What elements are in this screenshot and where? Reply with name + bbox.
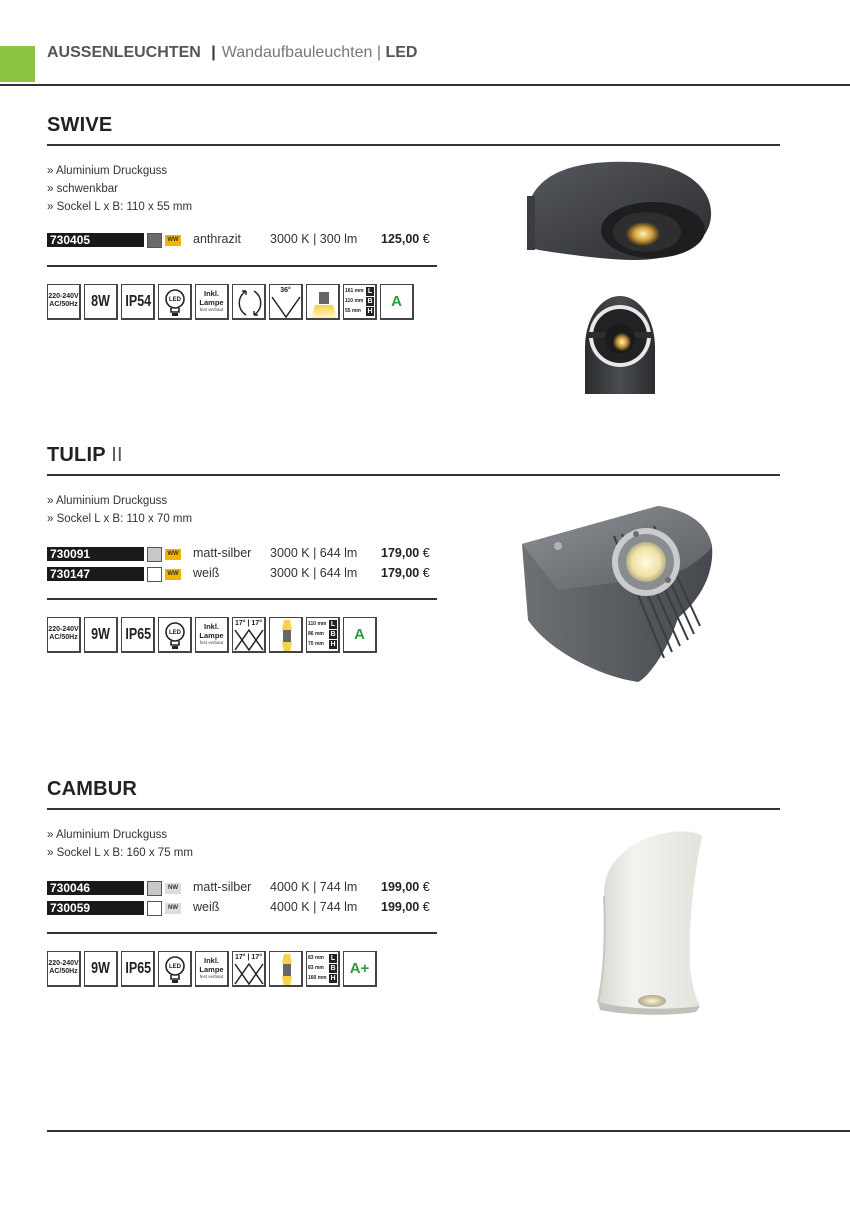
lamp-included-icon	[195, 284, 229, 320]
lamp-title: Inkl. Lampe	[199, 622, 224, 640]
price	[381, 566, 430, 580]
sku-label: 730147	[47, 567, 144, 581]
footer-rule	[47, 1130, 850, 1132]
ip-rating-text: IP65	[125, 960, 152, 977]
variant-row	[47, 900, 447, 916]
energy-class-text: A+	[349, 960, 370, 977]
dim-label: B	[330, 631, 336, 638]
dim-label: H	[330, 975, 336, 982]
feature-list	[47, 826, 193, 862]
energy-class-icon	[343, 951, 377, 987]
feature-item: » Aluminium Druckguss	[47, 165, 168, 177]
color-name: weiß	[193, 900, 220, 914]
ip-rating-text: IP65	[125, 626, 152, 643]
product-title	[47, 444, 123, 467]
price-value: 199,00	[381, 880, 420, 894]
header-category: AUSSENLEUCHTEN	[47, 44, 201, 61]
swive-side-image	[525, 158, 715, 268]
energy-class-text: A	[391, 293, 402, 310]
color-swatch	[147, 901, 162, 916]
dim-label: L	[367, 288, 373, 295]
light-direction-icon	[306, 284, 340, 320]
dim-value: 83 mm	[308, 965, 324, 971]
lamp-sub: fest verbaut	[199, 640, 224, 645]
light-color-tag: NW	[165, 883, 181, 894]
feature-item: » Sockel L x B: 160 x 75 mm	[47, 847, 193, 859]
beam-angle-text: 17° | 17°	[234, 620, 263, 627]
price	[381, 232, 430, 246]
energy-class-text: A	[354, 626, 365, 643]
dim-value: 161 mm	[345, 288, 364, 294]
product-title	[47, 114, 112, 137]
currency: €	[422, 546, 430, 560]
dimensions-icon	[343, 284, 377, 320]
voltage-icon	[47, 284, 81, 320]
page-header	[47, 44, 417, 62]
variants-rule	[47, 265, 437, 267]
title-rule	[47, 474, 780, 476]
dim-value: 83 mm	[308, 955, 324, 961]
voltage-text: 220-240V AC/50Hz	[48, 626, 79, 641]
sku-label: 730059	[47, 901, 144, 915]
color-swatch	[147, 881, 162, 896]
wattage-text: 9W	[91, 960, 110, 977]
dimensions-icon	[306, 951, 340, 987]
ip-rating-icon	[121, 617, 155, 653]
cambur-image	[590, 826, 710, 1016]
feature-item: » Sockel L x B: 110 x 70 mm	[47, 513, 193, 525]
dim-value: 70 mm	[308, 641, 324, 647]
feature-list	[47, 492, 192, 528]
color-swatch	[147, 547, 162, 562]
feature-list	[47, 162, 192, 216]
currency: €	[422, 900, 430, 914]
beam-angle-text: 36°	[280, 287, 291, 294]
price-value: 179,00	[381, 566, 420, 580]
color-name: weiß	[193, 566, 220, 580]
header-rule	[0, 84, 850, 86]
currency: €	[422, 232, 430, 246]
dimensions-icon	[306, 617, 340, 653]
title-rule	[47, 808, 780, 810]
light-spec: 3000 K | 644 lm	[270, 546, 358, 560]
light-color-tag: NW	[165, 903, 181, 914]
color-swatch	[147, 233, 162, 248]
dim-value: 160 mm	[308, 975, 327, 981]
light-spec: 3000 K | 644 lm	[270, 566, 358, 580]
sku-label: 730405	[47, 233, 144, 247]
led-text: LED	[169, 297, 181, 303]
voltage-icon	[47, 617, 81, 653]
wattage-text: 8W	[91, 293, 110, 310]
variant-row	[47, 232, 447, 248]
dim-value: 110 mm	[345, 298, 364, 304]
swivel-icon	[232, 284, 266, 320]
variants-rule	[47, 932, 437, 934]
led-text: LED	[169, 630, 181, 636]
variants-rule	[47, 598, 437, 600]
variant-row	[47, 880, 447, 896]
dim-value: 110 mm	[308, 621, 327, 627]
lamp-sub: fest verbaut	[199, 307, 224, 312]
feature-item: » schwenkbar	[47, 183, 118, 195]
sku-label: 730046	[47, 881, 144, 895]
light-spec: 4000 K | 744 lm	[270, 900, 358, 914]
led-text: LED	[169, 964, 181, 970]
up-down-light-icon	[269, 617, 303, 653]
swive-front-image	[575, 292, 665, 398]
led-bulb-icon	[158, 951, 192, 987]
ip-rating-text: IP54	[125, 293, 152, 310]
beam-angle-icon	[269, 284, 303, 320]
dim-value: 86 mm	[308, 631, 324, 637]
beam-angle-icon	[232, 617, 266, 653]
color-name: anthrazit	[193, 232, 241, 246]
section-color-tab	[0, 46, 35, 82]
wattage-icon	[84, 951, 118, 987]
header-subcategory: Wandaufbauleuchten	[221, 44, 373, 61]
dim-label: H	[330, 641, 336, 648]
title-rule	[47, 144, 780, 146]
color-name: matt-silber	[193, 880, 252, 894]
price	[381, 546, 430, 560]
currency: €	[422, 880, 430, 894]
energy-class-icon	[380, 284, 414, 320]
color-name: matt-silber	[193, 546, 252, 560]
header-type: LED	[385, 44, 418, 61]
tulip-image	[518, 500, 718, 685]
feature-item: » Sockel L x B: 110 x 55 mm	[47, 201, 193, 213]
beam-angle-text: 17° | 17°	[234, 954, 263, 961]
dim-label: H	[367, 308, 373, 315]
voltage-icon	[47, 951, 81, 987]
ip-rating-icon	[121, 284, 155, 320]
wattage-text: 9W	[91, 626, 110, 643]
product-name-suffix: II	[111, 444, 123, 466]
light-color-tag: WW	[165, 549, 181, 560]
led-bulb-icon	[158, 617, 192, 653]
variant-row	[47, 546, 447, 562]
product-name: CAMBUR	[47, 778, 138, 800]
up-down-light-icon	[269, 951, 303, 987]
energy-class-icon	[343, 617, 377, 653]
variant-row	[47, 566, 447, 582]
color-swatch	[147, 567, 162, 582]
led-bulb-icon	[158, 284, 192, 320]
price	[381, 880, 430, 894]
dim-value: 55 mm	[345, 308, 361, 314]
lamp-included-icon	[195, 617, 229, 653]
ip-rating-icon	[121, 951, 155, 987]
feature-item: » Aluminium Druckguss	[47, 829, 168, 841]
product-title	[47, 778, 137, 801]
voltage-text: 220-240V AC/50Hz	[48, 960, 79, 975]
lamp-included-icon	[195, 951, 229, 987]
currency: €	[422, 566, 430, 580]
beam-angle-icon	[232, 951, 266, 987]
wattage-icon	[84, 617, 118, 653]
feature-item: » Aluminium Druckguss	[47, 495, 168, 507]
lamp-sub: fest verbaut	[199, 974, 224, 979]
product-name: TULIP	[47, 444, 106, 466]
dim-label: B	[367, 298, 373, 305]
price-value: 199,00	[381, 900, 420, 914]
dim-label: L	[330, 621, 336, 628]
dim-label: L	[330, 955, 336, 962]
dim-label: B	[330, 965, 336, 972]
lamp-title: Inkl. Lampe	[199, 956, 224, 974]
wattage-icon	[84, 284, 118, 320]
header-separator-2: |	[376, 44, 381, 61]
product-name: SWIVE	[47, 114, 113, 136]
voltage-text: 220-240V AC/50Hz	[48, 293, 79, 308]
header-separator: |	[211, 44, 216, 61]
price	[381, 900, 430, 914]
light-spec: 3000 K | 300 lm	[270, 232, 358, 246]
light-spec: 4000 K | 744 lm	[270, 880, 358, 894]
price-value: 125,00	[381, 232, 420, 246]
sku-label: 730091	[47, 547, 144, 561]
light-color-tag: WW	[165, 235, 181, 246]
price-value: 179,00	[381, 546, 420, 560]
lamp-title: Inkl. Lampe	[199, 289, 224, 307]
light-color-tag: WW	[165, 569, 181, 580]
